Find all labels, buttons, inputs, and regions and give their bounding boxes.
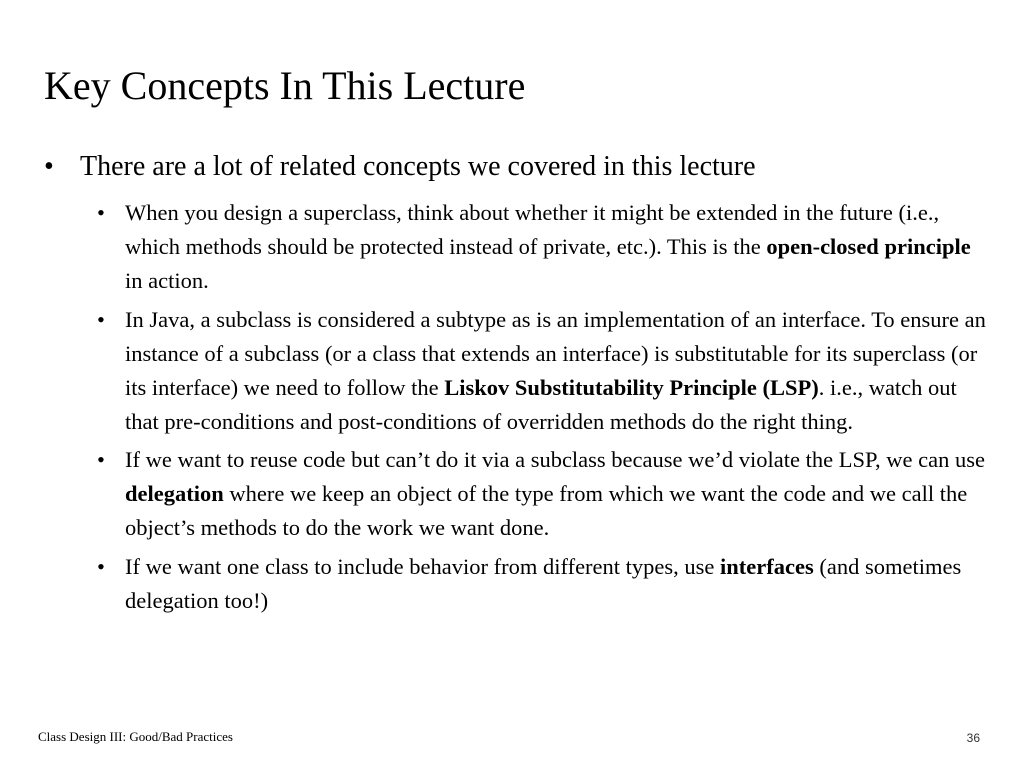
key-term-delegation: delegation xyxy=(125,481,224,506)
sub-point-text xyxy=(125,303,989,439)
sub-point-text-part: If we want to reuse code but can’t do it via a subclass because we’d violate the LSP, we can use xyxy=(125,447,985,472)
sub-point-text-part: in action. xyxy=(125,268,209,293)
sub-point-text-part: If we want one class to include behavior from different types, use xyxy=(125,553,721,579)
key-term-lsp: Liskov Substitutability Principle (LSP) xyxy=(444,374,819,400)
main-bullet-list xyxy=(44,148,984,186)
main-bullet-item xyxy=(44,148,984,186)
sub-point-text-part: In Java, a subclass is considered a subtype as is an implementation of an interface. To ensure an instance of a subclass (or a class that extends an interface) is substitutable for its superclass (or its interface) we need to follow the xyxy=(125,306,986,400)
sub-bullet-item xyxy=(97,196,989,298)
key-term-interfaces: interfaces xyxy=(720,553,814,579)
main-point-text: There are a lot of related concepts we covered in this lecture xyxy=(80,151,756,182)
bullet-icon: • xyxy=(97,553,105,579)
slide-title: Key Concepts In This Lecture xyxy=(44,63,526,108)
sub-bullet-item xyxy=(97,550,989,618)
bullet-icon: • xyxy=(97,447,105,472)
sub-point-text-part: where we keep an object of the type from which we want the code and we call the object’s methods to do the work we want done. xyxy=(125,481,968,540)
sub-point-text xyxy=(125,196,989,298)
sub-bullet-item xyxy=(97,303,989,439)
sub-bullet-item xyxy=(97,443,989,545)
sub-bullet-list xyxy=(97,196,989,622)
sub-point-text-part: . i.e., watch out that pre-conditions and post-conditions of overridden methods do the right thing. xyxy=(125,374,957,434)
bullet-icon: • xyxy=(97,200,105,225)
sub-point-text xyxy=(125,550,989,618)
key-term-open-closed-principle: open-closed principle xyxy=(766,234,971,259)
bullet-icon: • xyxy=(97,306,105,332)
footer-course-title: Class Design III: Good/Bad Practices xyxy=(38,729,233,744)
sub-point-text-part: (and sometimes delegation too!) xyxy=(125,553,962,613)
slide-number: 36 xyxy=(966,731,980,745)
bullet-icon: • xyxy=(44,151,54,182)
sub-point-text-part: When you design a superclass, think about whether it might be extended in the future (i.e., which methods should be protected instead of private, etc.). This is the xyxy=(125,200,940,259)
sub-point-text xyxy=(125,443,989,545)
